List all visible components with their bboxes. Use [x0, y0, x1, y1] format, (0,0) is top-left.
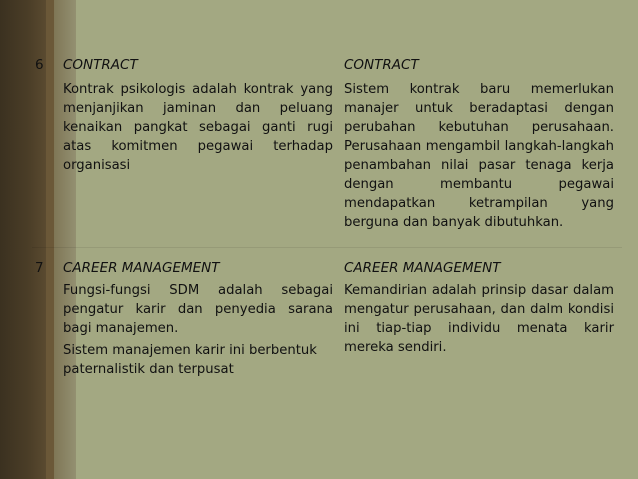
- row-left-text: Kontrak psikologis adalah kontrak yang menjanjikan jaminan dan peluang kenaikan pangkat sebagai ganti rugi atas komitmen pegawai terhadap organisasi: [63, 82, 333, 173]
- row-right-text: Kemandirian adalah prinsip dasar dalam mengatur perusahaan, dan dalm kondisi ini tiap-tiap individu menata karir mereka sendiri.: [344, 283, 614, 355]
- row-left-heading: CONTRACT: [63, 57, 138, 73]
- row-number: 6: [35, 57, 44, 73]
- row-left-heading: CAREER MANAGEMENT: [63, 260, 220, 276]
- row-right-heading: CAREER MANAGEMENT: [344, 260, 501, 276]
- row-right-text: Sistem kontrak baru memerlukan manajer untuk beradaptasi dengan perubahan kebutuhan perusahaan. Perusahaan mengambil langkah-langkah penambahan nilai pasar tenaga kerja dengan membantu pegawai mendapatkan ketrampilan yang berguna dan banyak dibutuhkan.: [344, 82, 614, 230]
- row-left-text: Fungsi-fungsi SDM adalah sebagai pengatur karir dan penyedia sarana bagi manajemen.: [63, 283, 333, 336]
- row-right-heading: CONTRACT: [344, 57, 419, 73]
- row-left-text-2: Sistem manajemen karir ini berbentuk paternalistik dan terpusat: [63, 343, 317, 377]
- row-number: 7: [35, 260, 44, 276]
- row-divider: [32, 247, 622, 248]
